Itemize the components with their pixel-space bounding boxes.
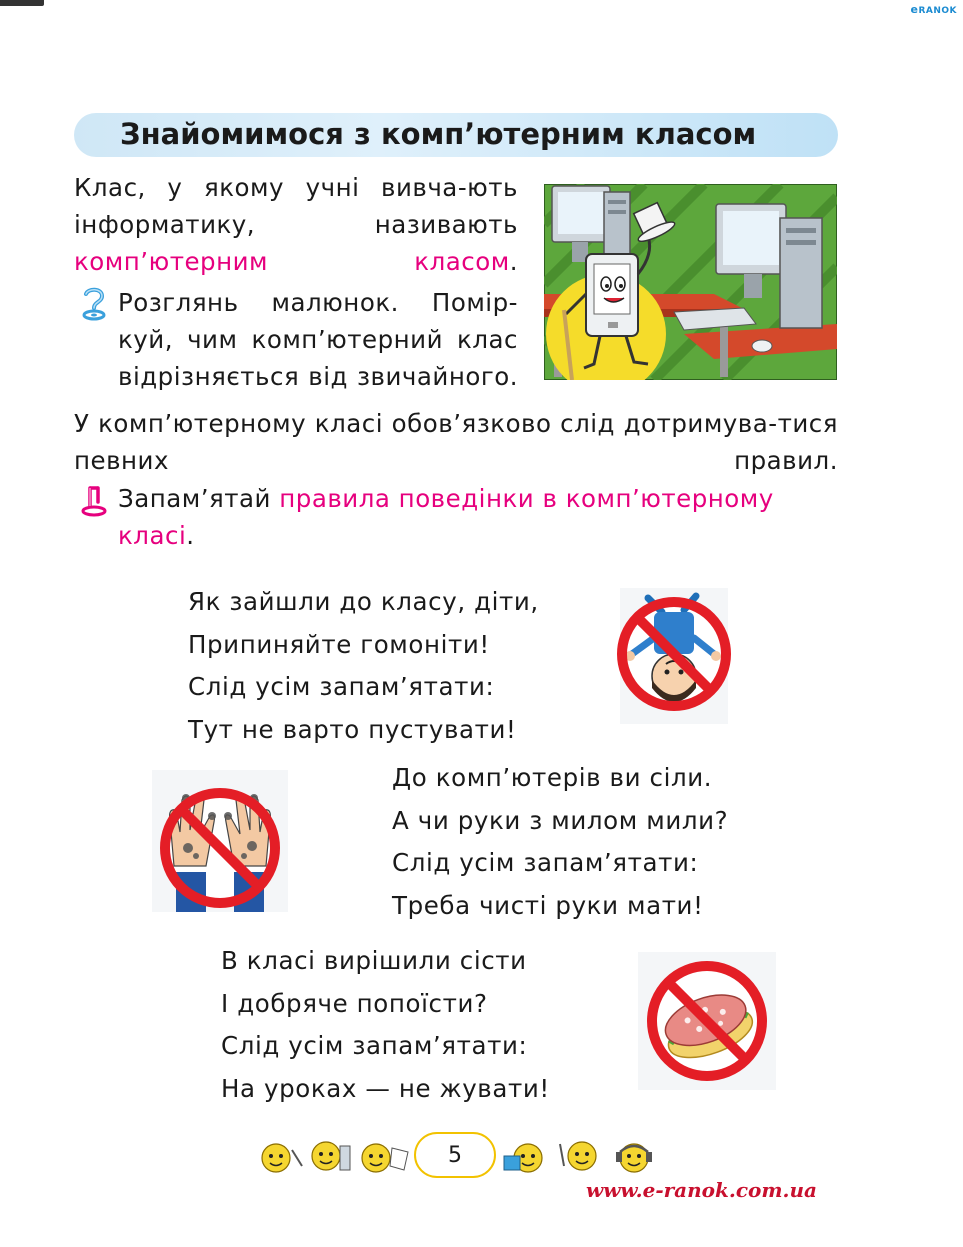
intro-paragraph: Клас, у якому учні вивча-ють інформатику, називають комп’ютерним класом. bbox=[74, 173, 518, 276]
section-title: Знайомимося з комп’ютерним класом bbox=[120, 117, 757, 151]
footer-decoration-right bbox=[500, 1136, 660, 1178]
publisher-logo: eRANOK bbox=[910, 3, 957, 16]
publisher-url[interactable]: www.e-ranok.com.ua bbox=[586, 1178, 817, 1202]
question-icon bbox=[76, 286, 112, 322]
poem-no-eating: В класі вирішили сісти І добряче попоїсти? Слід усім запам’ятати: На уроках — не жувати! bbox=[221, 946, 550, 1103]
term-computer-class: комп’ютерним класом bbox=[74, 247, 510, 276]
no-eating-icon bbox=[638, 952, 776, 1090]
question-paragraph: Розглянь малюнок. Помір-куй, чим комп’ютерний клас відрізняється від звичайного. bbox=[118, 288, 518, 391]
footer-decoration-left bbox=[256, 1136, 412, 1178]
no-dirty-hands-icon bbox=[152, 770, 288, 912]
term-behavior-rules: правила поведінки в комп’ютерному класі bbox=[118, 484, 774, 550]
rules-paragraph: Запам’ятай правила поведінки в комп’ютерному класі. bbox=[118, 484, 774, 550]
poem-quiet: Як зайшли до класу, діти, Припиняйте гомоніти! Слід усім запам’ятати: Тут не варто пустувати! bbox=[188, 587, 539, 744]
page-number: 5 bbox=[414, 1132, 496, 1178]
rules-intro-paragraph: У комп’ютерному класі обов’язково слід дотримува-тися певних правил. bbox=[74, 409, 838, 475]
computer-classroom-illustration bbox=[544, 184, 837, 380]
no-playing-icon bbox=[606, 588, 742, 724]
remember-icon bbox=[76, 482, 112, 518]
poem-clean-hands: До комп’ютерів ви сіли. А чи руки з милом мили? Слід усім запам’ятати: Треба чисті руки мати! bbox=[392, 763, 729, 920]
corner-mark bbox=[0, 0, 44, 6]
